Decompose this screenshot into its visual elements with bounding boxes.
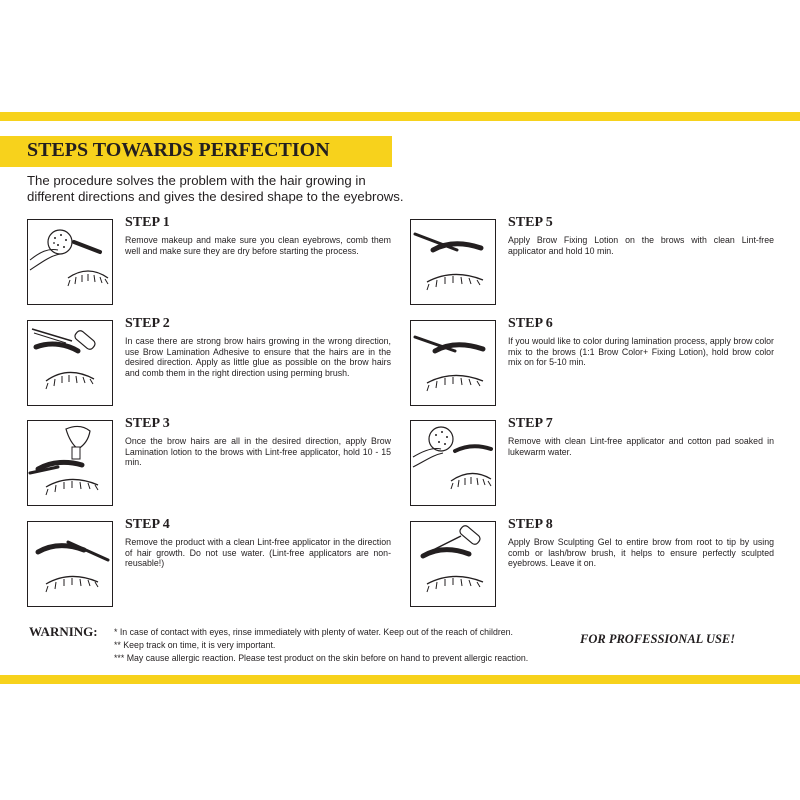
page-title: STEPS TOWARDS PERFECTION: [27, 139, 330, 161]
step-8-label: STEP 8: [508, 517, 553, 532]
applicator-eye-icon: [411, 321, 495, 405]
step-3-text: Once the brow hairs are all in the desired direction, apply Brow Lamination lotion to the brows with Lint-free applicator, hold 10 - 15 min.: [125, 436, 391, 468]
cotton-pad-eye-icon: [28, 220, 112, 304]
applicator-eye-icon: [28, 522, 112, 606]
bottom-accent-bar: [0, 675, 800, 684]
step-7-text: Remove with clean Lint-free applicator and cotton pad soaked in lukewarm water.: [508, 436, 774, 457]
warning-line-1: * In case of contact with eyes, rinse immediately with plenty of water. Keep out of the reach of children.: [114, 627, 513, 637]
applicator-eye-icon: [411, 220, 495, 304]
step-4-label: STEP 4: [125, 517, 170, 532]
step-4-text: Remove the product with a clean Lint-free applicator in the direction of hair growth. Do not use water. (Lint-free applicators are non-reusable!): [125, 537, 391, 569]
intro-text: The procedure solves the problem with the hair growing in different directions and gives the desired shape to the eyebrows.: [27, 173, 404, 204]
brush-eye-icon: [411, 522, 495, 606]
step-6-text: If you would like to color during lamination process, apply brow color mix to the brows (1:1 Brow Color+ Fixing Lotion), hold brow color mix on for 5-10 min.: [508, 336, 774, 368]
step-6-label: STEP 6: [508, 316, 553, 331]
step-7-label: STEP 7: [508, 416, 553, 431]
step-2-text: In case there are strong brow hairs growing in the wrong direction, use Brow Lamination Adhesive to ensure that the hairs are in the desired direction. Apply as little glue as possible on the brow hairs and comb them in the right direction using perming brush.: [125, 336, 391, 379]
step-8-text: Apply Brow Sculpting Gel to entire brow from root to tip by using comb or lash/brow brush, it helps to ensure perfectly sculpted eyebrows. Leave it on.: [508, 537, 774, 569]
step-5-picture: [410, 219, 496, 305]
professional-use-note: FOR PROFESSIONAL USE!: [580, 632, 736, 646]
step-3-picture: [27, 420, 113, 506]
warning-line-3: *** May cause allergic reaction. Please test product on the skin before on hand to prevent allergic reaction.: [114, 653, 529, 663]
shield-applicator-eye-icon: [28, 421, 112, 505]
step-7-picture: [410, 420, 496, 506]
step-6-picture: [410, 320, 496, 406]
brush-eye-icon: [28, 321, 112, 405]
cotton-pad-eye-icon: [411, 421, 495, 505]
step-3-label: STEP 3: [125, 416, 170, 431]
step-2-picture: [27, 320, 113, 406]
step-1-picture: [27, 219, 113, 305]
step-1-label: STEP 1: [125, 215, 170, 230]
step-4-picture: [27, 521, 113, 607]
step-5-text: Apply Brow Fixing Lotion on the brows with clean Lint-free applicator and hold 10 min.: [508, 235, 774, 256]
step-1-text: Remove makeup and make sure you clean eyebrows, comb them well and make sure they are dry before starting the process.: [125, 235, 391, 256]
step-5-label: STEP 5: [508, 215, 553, 230]
step-2-label: STEP 2: [125, 316, 170, 331]
top-accent-bar: [0, 112, 800, 121]
step-8-picture: [410, 521, 496, 607]
warning-line-2: ** Keep track on time, it is very important.: [114, 640, 276, 650]
warning-label: WARNING:: [29, 624, 98, 639]
